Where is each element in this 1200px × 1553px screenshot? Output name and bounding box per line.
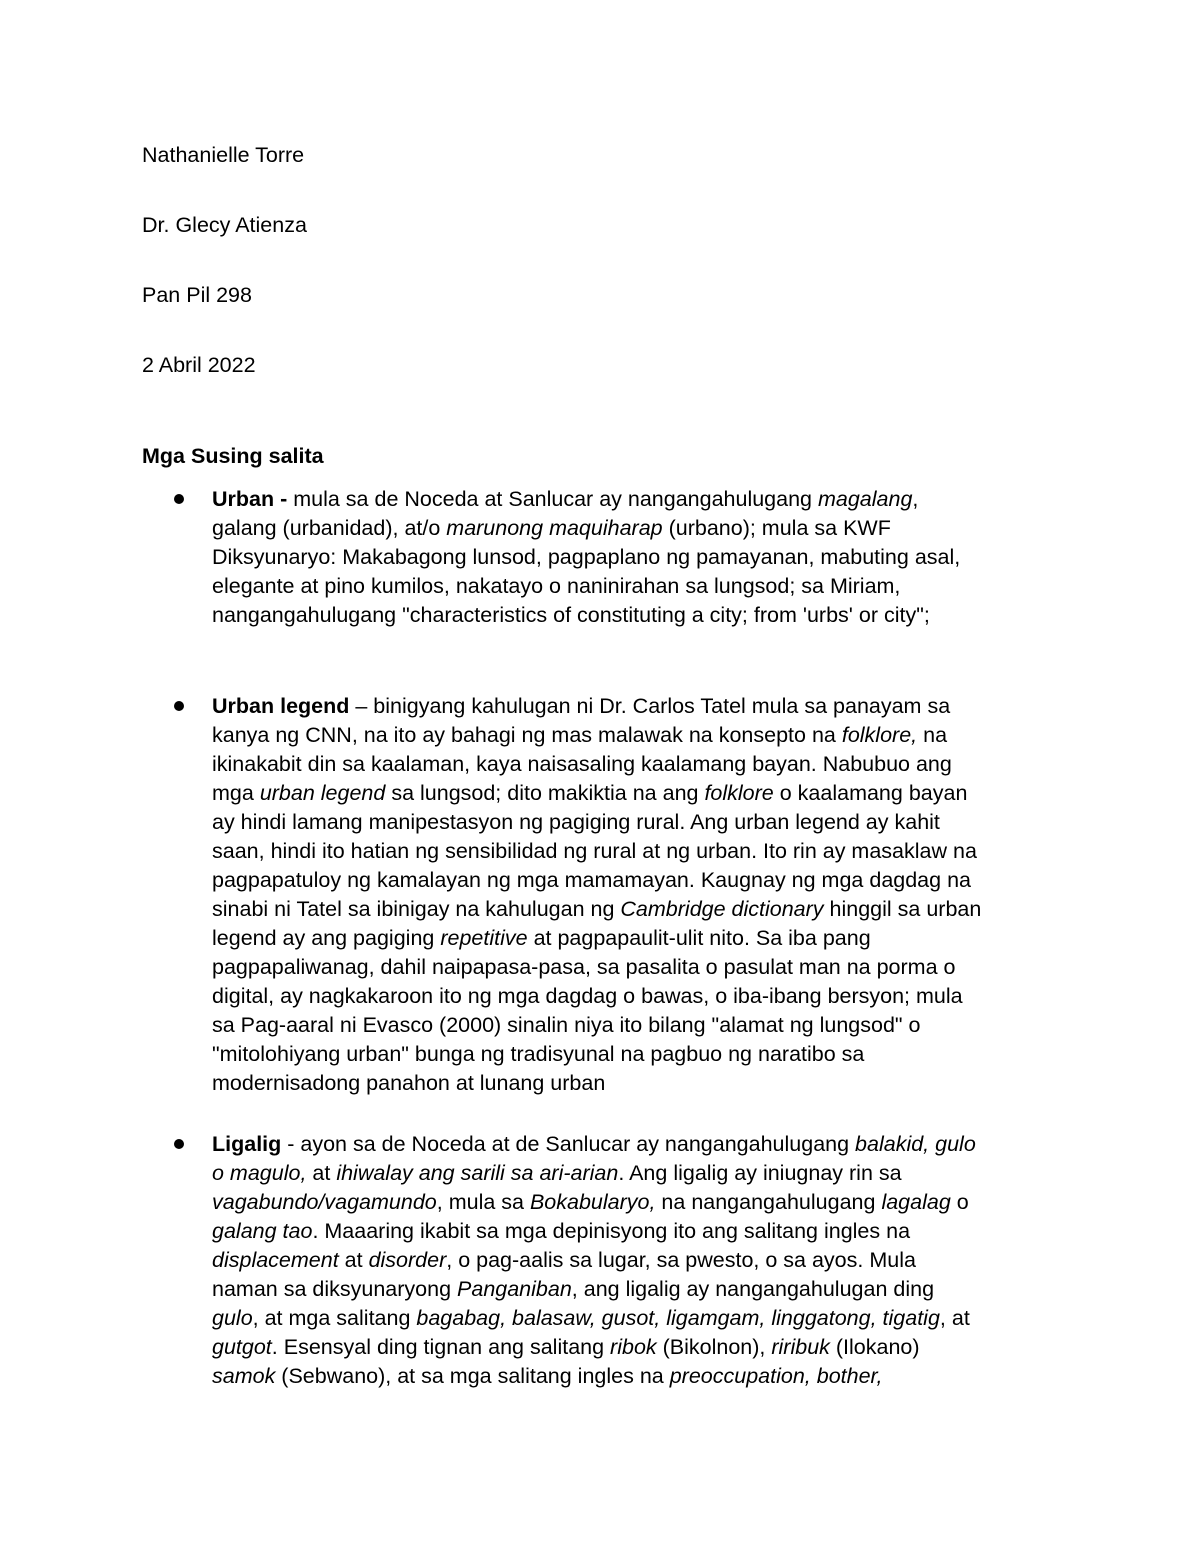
italic-term: preoccupation, bother, <box>669 1364 883 1388</box>
italic-term: samok <box>212 1364 276 1388</box>
definition-text: digital, ay nagkakaroon ito ng mga dagdag o bawas, o iba-ibang bersyon; mula <box>212 984 963 1008</box>
document-date: 2 Abril 2022 <box>142 353 256 377</box>
definition-text: , o pag-aalis sa lugar, sa pwesto, o sa ayos. Mula <box>446 1248 916 1272</box>
definition-text: ikinakabit din sa kaalaman, kaya naisasaling kaalamang bayan. Nabubuo ang <box>212 752 952 776</box>
entry-line <box>212 779 1072 808</box>
term-label: Urban - <box>212 487 294 511</box>
italic-term: marunong maquiharap <box>446 516 663 540</box>
entry-line <box>212 543 1072 572</box>
italic-term: repetitive <box>440 926 528 950</box>
definition-text: (Bikolnon), <box>656 1335 772 1359</box>
entry-line <box>212 1217 1072 1246</box>
entry-line <box>212 1159 1072 1188</box>
entry-line <box>212 1362 1072 1391</box>
entry-line <box>212 1040 1072 1069</box>
italic-term: Cambridge dictionary <box>620 897 824 921</box>
entry-line <box>212 982 1072 1011</box>
definition-text: na <box>917 723 948 747</box>
definition-text: , ang ligalig ay nangangahulugan ding <box>571 1277 935 1301</box>
italic-term: bagabag, balasaw, gusot, ligamgam, linggatong, tigatig <box>416 1306 940 1330</box>
definition-text: . Ang ligalig ay iniugnay rin sa <box>618 1161 902 1185</box>
entry-line <box>212 895 1072 924</box>
term-label: Ligalig <box>212 1132 282 1156</box>
italic-term: magalang <box>817 487 913 511</box>
italic-term: folklore, <box>841 723 918 747</box>
italic-term: ribok <box>610 1335 657 1359</box>
entry-line <box>212 1304 1072 1333</box>
entry-line <box>212 1246 1072 1275</box>
entry-line <box>212 1275 1072 1304</box>
bullet-icon <box>174 1139 184 1149</box>
definition-text: (Ilokano) <box>829 1335 920 1359</box>
definition-text: . Maaaring ikabit sa mga depinisyong ito ang salitang ingles na <box>312 1219 911 1243</box>
definition-text: pagpapaliwanag, dahil naipapasa-pasa, sa pasalita o pasulat man na porma o <box>212 955 956 979</box>
bullet-icon <box>174 701 184 711</box>
definition-text: (Sebwano), at sa mga salitang ingles na <box>275 1364 670 1388</box>
definition-text: hinggil sa urban <box>823 897 982 921</box>
italic-term: urban legend <box>259 781 386 805</box>
definition-text: mula sa de Noceda at Sanlucar ay nangangahulugang <box>293 487 818 511</box>
italic-term: Bokabularyo, <box>529 1190 656 1214</box>
term-label: Urban legend <box>212 694 350 718</box>
entry-line <box>212 1188 1072 1217</box>
entry-line <box>212 1011 1072 1040</box>
definition-text: o <box>950 1190 969 1214</box>
definition-text: (urbano); mula sa KWF <box>662 516 891 540</box>
definition-text: , mula sa <box>436 1190 530 1214</box>
entry-line <box>212 953 1072 982</box>
italic-term: galang tao <box>212 1219 313 1243</box>
entry-line <box>212 1333 1072 1362</box>
entry-line <box>212 837 1072 866</box>
entry-line <box>212 808 1072 837</box>
course-code: Pan Pil 298 <box>142 283 252 307</box>
definition-text: kanya ng CNN, na ito ay bahagi ng mas malawak na konsepto na <box>212 723 842 747</box>
section-heading: Mga Susing salita <box>142 444 324 468</box>
definition-text: pagpapatuloy ng kamalayan ng mga mamamayan. Kaugnay ng mga dagdag na <box>212 868 971 892</box>
definition-text: mga <box>212 781 260 805</box>
italic-term: gulo <box>212 1306 253 1330</box>
italic-term: gutgot <box>212 1335 272 1359</box>
entry-line <box>212 721 1072 750</box>
bullet-icon <box>174 494 184 504</box>
definition-text: "mitolohiyang urban" bunga ng tradisyunal na pagbuo ng naratibo sa <box>212 1042 865 1066</box>
definition-text: – binigyang kahulugan ni Dr. Carlos Tatel mula sa panayam sa <box>349 694 951 718</box>
entry-line <box>212 572 1072 601</box>
entry-line <box>212 692 1072 721</box>
italic-term: o magulo, <box>212 1161 307 1185</box>
italic-term: displacement <box>212 1248 339 1272</box>
definition-text: at <box>306 1161 337 1185</box>
italic-term: disorder <box>368 1248 447 1272</box>
definition-text: , at mga salitang <box>252 1306 417 1330</box>
definition-text: nangangahulugang "characteristics of constituting a city; from 'urbs' or city"; <box>212 603 930 627</box>
definition-text: na nangangahulugang <box>655 1190 882 1214</box>
italic-term: ihiwalay ang sarili sa ari-arian <box>336 1161 619 1185</box>
definition-text: , <box>912 487 919 511</box>
definition-text: Diksyunaryo: Makabagong lunsod, pagpaplano ng pamayanan, mabuting asal, <box>212 545 961 569</box>
definition-text: , at <box>939 1306 970 1330</box>
author-name: Nathanielle Torre <box>142 143 305 167</box>
definition-text: galang (urbanidad), at/o <box>212 516 447 540</box>
definition-text: . Esensyal ding tignan ang salitang <box>271 1335 611 1359</box>
definition-text: modernisadong panahon at lunang urban <box>212 1071 606 1095</box>
definition-text: o kaalamang bayan <box>773 781 968 805</box>
entry-line <box>212 485 1072 514</box>
italic-term: riribuk <box>771 1335 830 1359</box>
definition-text: at pagpapaulit-ulit nito. Sa iba pang <box>527 926 871 950</box>
definition-entry-urban-legend <box>212 692 1072 1098</box>
definition-entry-urban <box>212 485 1072 630</box>
definition-text: elegante at pino kumilos, nakatayo o naninirahan sa lungsod; sa Miriam, <box>212 574 901 598</box>
definition-text: at <box>338 1248 369 1272</box>
italic-term: vagabundo/vagamundo <box>212 1190 437 1214</box>
definition-text: sa lungsod; dito makiktia na ang <box>385 781 705 805</box>
entry-line <box>212 924 1072 953</box>
definition-text: ay hindi lamang manipestasyon ng pagiging rural. Ang urban legend ay kahit <box>212 810 940 834</box>
entry-line <box>212 514 1072 543</box>
italic-term: lagalag <box>881 1190 951 1214</box>
entry-line <box>212 1069 1072 1098</box>
definition-text: sa Pag-aaral ni Evasco (2000) sinalin niya ito bilang "alamat ng lungsod" o <box>212 1013 921 1037</box>
entry-line <box>212 750 1072 779</box>
definition-text: - ayon sa de Noceda at de Sanlucar ay nangangahulugang <box>281 1132 856 1156</box>
definition-text: legend ay ang pagiging <box>212 926 441 950</box>
italic-term: folklore <box>704 781 774 805</box>
entry-line <box>212 601 1072 630</box>
professor-name: Dr. Glecy Atienza <box>142 213 307 237</box>
entry-line <box>212 866 1072 895</box>
definition-text: naman sa diksyunaryong <box>212 1277 458 1301</box>
definition-entry-ligalig <box>212 1130 1072 1391</box>
definition-text: sinabi ni Tatel sa ibinigay na kahulugan ng <box>212 897 621 921</box>
definition-text: saan, hindi ito hatian ng sensibilidad ng rural at ng urban. Ito rin ay masaklaw na <box>212 839 977 863</box>
italic-term: balakid, gulo <box>855 1132 976 1156</box>
entry-line <box>212 1130 1072 1159</box>
italic-term: Panganiban <box>457 1277 572 1301</box>
